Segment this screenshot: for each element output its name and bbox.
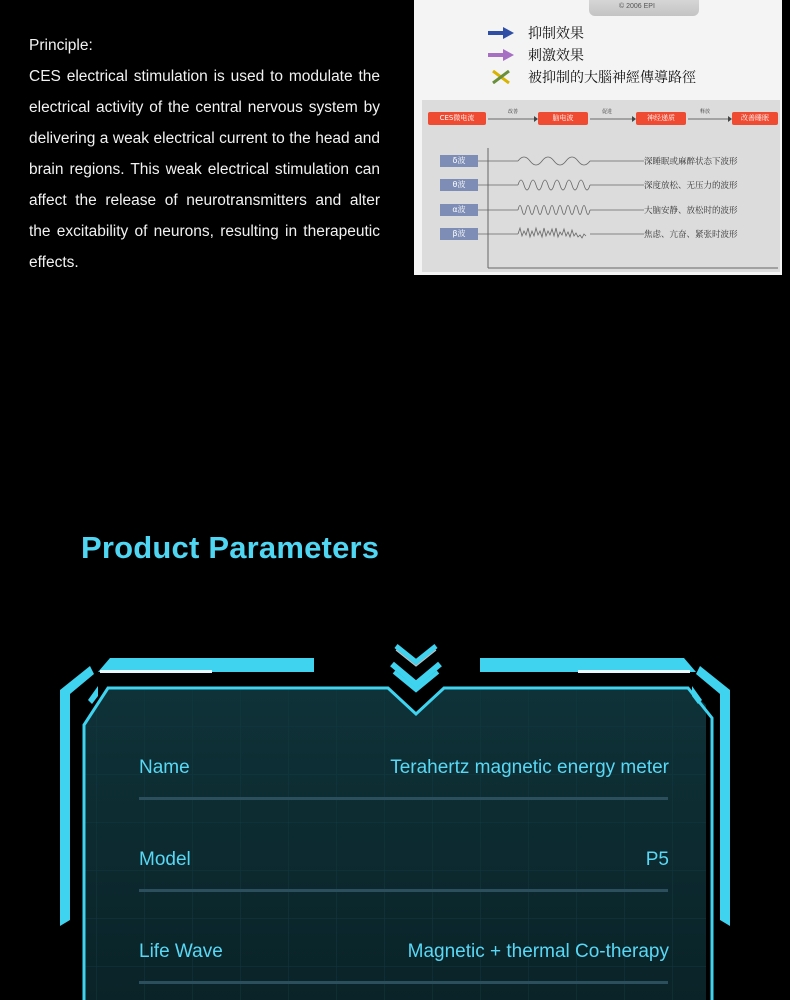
row-divider: [139, 889, 668, 892]
legend-blocked-pathway: [488, 67, 696, 87]
wave-desc-delta: 深睡眠或麻醉状态下波形: [644, 157, 738, 167]
param-label: Name: [139, 757, 190, 778]
param-value: Terahertz magnetic energy meter: [390, 757, 669, 778]
wave-label-theta: θ波: [440, 179, 478, 191]
param-row-life-wave: [139, 941, 669, 981]
flow-arrow-label: 改善: [508, 109, 519, 115]
flow-box-brainwave: 脑电波: [538, 112, 588, 125]
wave-desc-theta: 深度放松、无压力的波形: [644, 181, 738, 191]
section-title: Product Parameters: [81, 530, 380, 565]
flow-box-sleep: 改善睡眠: [732, 112, 778, 125]
chevron-down-icon: [392, 646, 440, 690]
principle-text-block: [29, 30, 380, 278]
param-value: P5: [645, 849, 669, 870]
wave-desc-beta: 焦虑、亢奋、紧张时波形: [644, 230, 738, 240]
legend-inhibit: [488, 23, 584, 43]
flow-box-neurotransmitter: 神经递质: [636, 112, 686, 125]
flow-arrow-label: 释放: [700, 109, 711, 115]
diagram-copyright: © 2006 EPI: [619, 3, 655, 10]
legend-stimulate: [488, 45, 584, 65]
principle-body: CES electrical stimulation is used to modulate the electrical activity of the central nervous system by delivering a weak electrical current to the head and brain regions. This weak electrical stimulation can affect the release of neurotransmitters and alter the excitability of neurons, resulting in therapeutic effects.: [29, 68, 380, 271]
legend-label: 抑制效果: [528, 26, 584, 42]
principle-heading: Principle:: [29, 37, 93, 54]
row-divider: [139, 797, 668, 800]
legend-label: 刺激效果: [528, 48, 584, 64]
legend-label: 被抑制的大腦神經傳導路徑: [528, 70, 696, 86]
ces-diagram-image: [414, 0, 782, 275]
row-divider: [139, 981, 668, 984]
param-value: Magnetic + thermal Co-therapy: [407, 941, 669, 962]
param-label: Life Wave: [139, 941, 223, 962]
wave-label-delta: δ波: [440, 155, 478, 167]
parameters-frame: [0, 630, 790, 1000]
purple-arrow-icon: [488, 49, 514, 61]
wave-label-alpha: α波: [440, 204, 478, 216]
flow-arrow-label: 促进: [602, 109, 613, 115]
param-label: Model: [139, 849, 191, 870]
flow-box-ces: CES微电流: [428, 112, 486, 125]
param-row-name: [139, 757, 669, 797]
yellow-cross-icon: [488, 70, 514, 84]
param-row-model: [139, 849, 669, 889]
brainwave-panel: [422, 100, 780, 272]
wave-desc-alpha: 大脑安静、放松时的波形: [644, 206, 738, 216]
wave-label-beta: β波: [440, 228, 478, 240]
blue-arrow-icon: [488, 27, 514, 39]
